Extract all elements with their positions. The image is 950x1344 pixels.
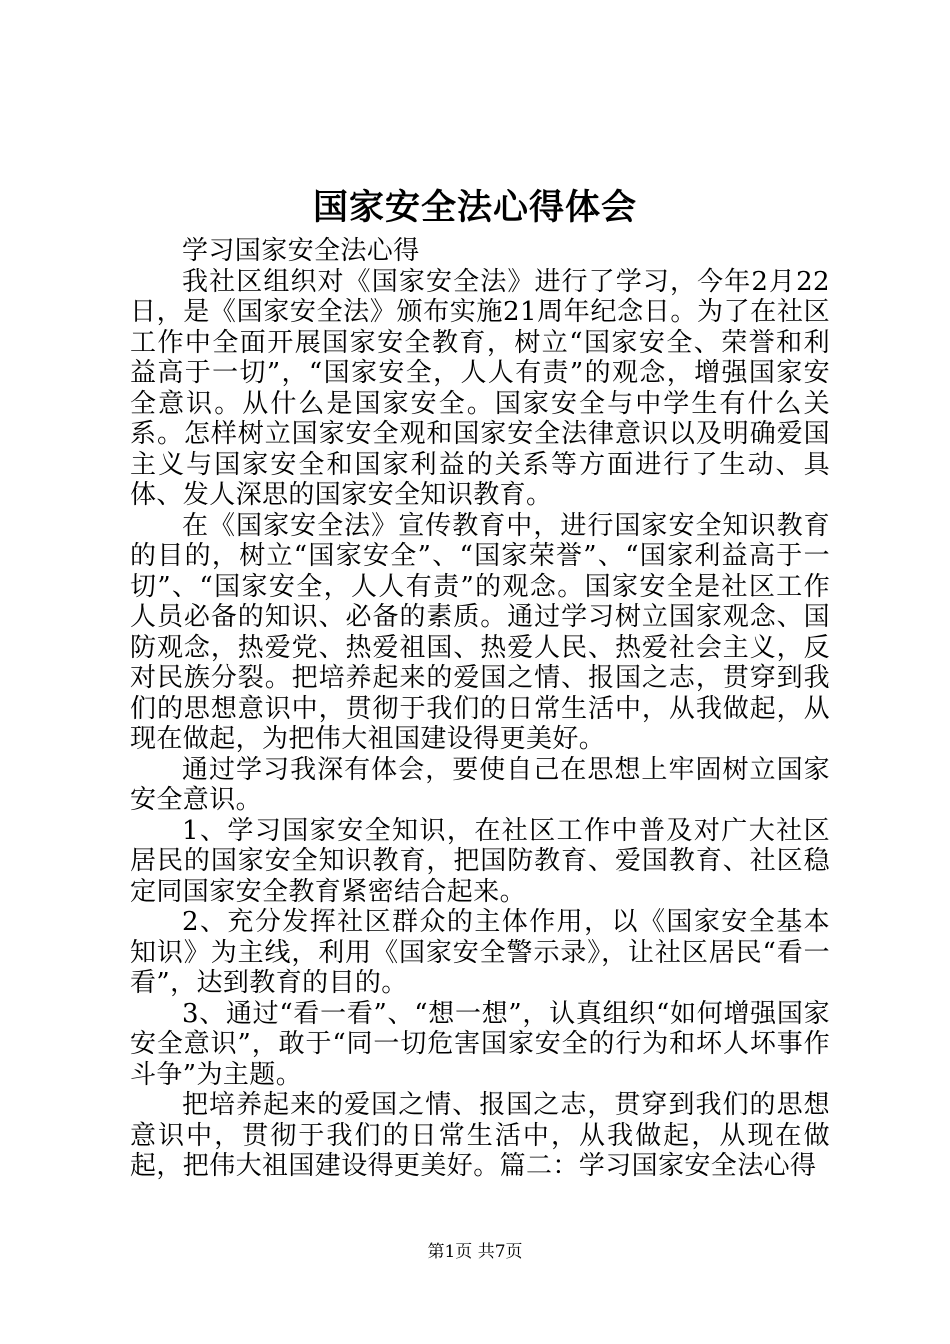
paragraph: 我社区组织对《国家安全法》进行了学习，今年2月22日，是《国家安全法》颁布实施21周年纪念日。为了在社区工作中全面开展国家安全教育，树立“国家安全、荣誉和利益高于一切”，“国家安全，人人有责”的观念，增强国家安全意识。从什么是国家安全。国家安全与中学生有什么关系。怎样树立国家安全观和国家安全法律意识以及明确爱国主义与国家安全和国家利益的关系等方面进行了生动、具体、发人深思的国家安全知识教育。 <box>130 266 830 510</box>
document-body <box>130 236 830 1182</box>
paragraph-subtitle: 学习国家安全法心得 <box>182 236 420 266</box>
document-title: 国家安全法心得体会 <box>312 187 637 228</box>
list-item: 1、学习国家安全知识，在社区工作中普及对广大社区居民的国家安全知识教育，把国防教育、爱国教育、社区稳定同国家安全教育紧密结合起来。 <box>130 815 830 907</box>
list-item: 2、充分发挥社区群众的主体作用，以《国家安全基本知识》为主线，利用《国家安全警示录》，让社区居民“看一看”，达到教育的目的。 <box>130 907 830 998</box>
paragraph: 把培养起来的爱国之情、报国之志，贯穿到我们的思想意识中，贯彻于我们的日常生活中，从我做起，从现在做起，把伟大祖国建设得更美好。篇二：学习国家安全法心得 <box>130 1090 830 1181</box>
page-number-footer: 第1页 共7页 <box>427 1242 523 1262</box>
list-item: 3、通过“看一看”、“想一想”，认真组织“如何增强国家安全意识”，敢于“同一切危害国家安全的行为和坏人坏事作斗争”为主题。 <box>130 998 830 1090</box>
paragraph: 在《国家安全法》宣传教育中，进行国家安全知识教育的目的，树立“国家安全”、“国家荣誉”、“国家利益高于一切”、“国家安全，人人有责”的观念。国家安全是社区工作人员必备的知识、必备的素质。通过学习树立国家观念、国防观念，热爱党、热爱祖国、热爱人民、热爱社会主义，反对民族分裂。把培养起来的爱国之情、报国之志，贯穿到我们的思想意识中，贯彻于我们的日常生活中，从我做起，从现在做起，为把伟大祖国建设得更美好。 <box>130 510 830 754</box>
paragraph: 通过学习我深有体会，要使自己在思想上牢固树立国家安全意识。 <box>130 754 830 815</box>
